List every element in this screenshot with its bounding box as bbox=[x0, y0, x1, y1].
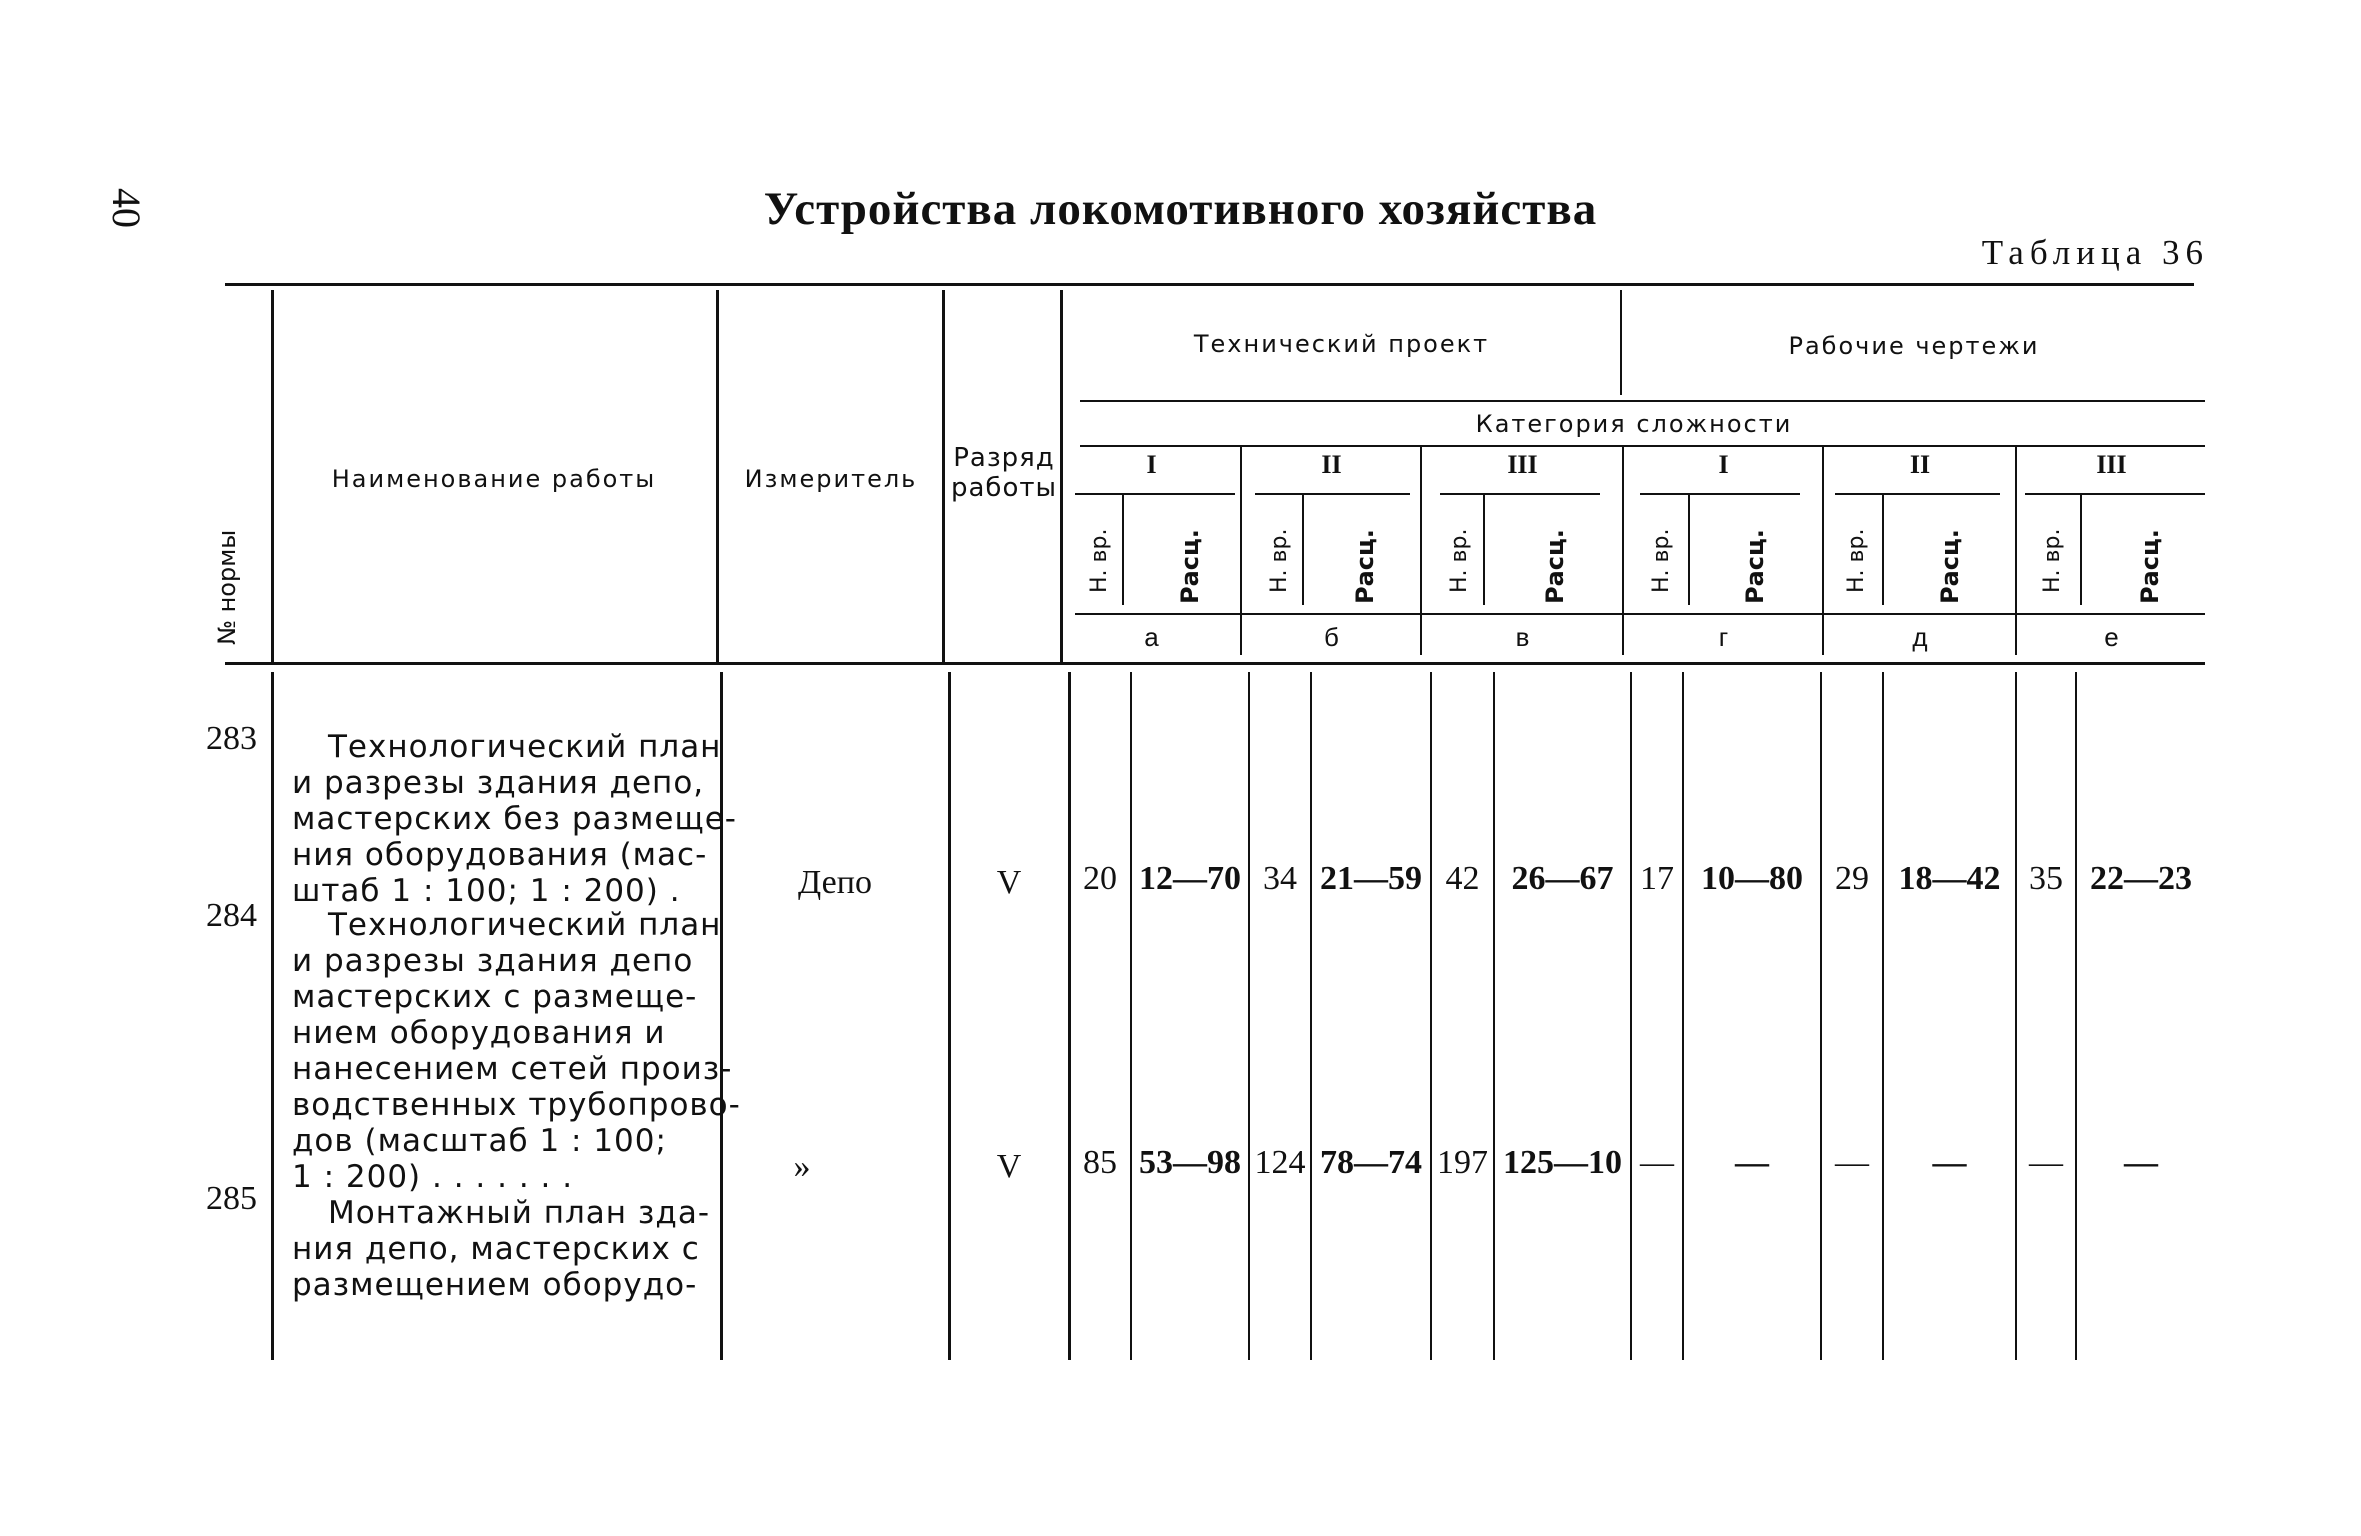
rate-cell: 21—59 bbox=[1320, 860, 1422, 897]
time-cell: 20 bbox=[1083, 860, 1117, 897]
header-time: Н. вр. bbox=[1087, 528, 1112, 593]
rate-cell: 125—10 bbox=[1503, 1144, 1622, 1181]
work-description-line: нием оборудования и bbox=[292, 1015, 666, 1051]
cat-rule-v bbox=[2015, 445, 2017, 655]
header-grade-2: работы bbox=[950, 473, 1058, 503]
header-rate: Расц. bbox=[1936, 529, 1964, 604]
complexity-top-rule bbox=[1080, 400, 2205, 402]
work-description-line: и разрезы здания депо bbox=[292, 943, 694, 979]
time-cell: — bbox=[1640, 1144, 1674, 1181]
section-rule bbox=[1620, 290, 1622, 395]
column-letter: г bbox=[1718, 622, 1729, 652]
body-col-rule bbox=[948, 672, 951, 1360]
header-bottom-rule bbox=[225, 662, 2205, 665]
sub-rule-v bbox=[2080, 495, 2082, 605]
cat-rule bbox=[1640, 493, 1800, 495]
rate-cell: 18—42 bbox=[1898, 860, 2001, 897]
cat-rule-v bbox=[1240, 445, 1242, 655]
header-working-drawings: Рабочие чертежи bbox=[1788, 332, 2040, 360]
header-work-name: Наименование работы bbox=[331, 465, 657, 493]
header-complexity: Категория сложности bbox=[1475, 410, 1793, 438]
page-number: 40 bbox=[104, 188, 149, 228]
cat-rule bbox=[2025, 493, 2205, 495]
body-col-rule bbox=[1310, 672, 1312, 1360]
column-letter: б bbox=[1324, 622, 1339, 652]
body-col-rule bbox=[1630, 672, 1632, 1360]
norm-number: 284 bbox=[206, 897, 257, 934]
time-cell: 124 bbox=[1254, 1144, 1306, 1181]
body-col-rule bbox=[1430, 672, 1432, 1360]
time-cell: 85 bbox=[1083, 1144, 1117, 1181]
letters-top-rule bbox=[1075, 613, 2205, 615]
column-letter: в bbox=[1515, 622, 1530, 652]
body-col-rule bbox=[1493, 672, 1495, 1360]
rate-cell: 22—23 bbox=[2090, 860, 2192, 897]
header-rate: Расц. bbox=[1541, 529, 1569, 604]
work-description-line: мастерских с размеще- bbox=[292, 979, 698, 1015]
column-letter: а bbox=[1144, 622, 1159, 652]
body-col-rule bbox=[2015, 672, 2017, 1360]
cat-rule-v bbox=[1822, 445, 1824, 655]
header-rate: Расц. bbox=[2136, 529, 2164, 604]
grade-cell: V bbox=[996, 1148, 1022, 1185]
time-cell: 17 bbox=[1640, 860, 1674, 897]
header-time: Н. вр. bbox=[1649, 528, 1674, 593]
unit-cell: Депо bbox=[798, 864, 872, 901]
category-4: I bbox=[1718, 450, 1729, 479]
work-description-line: Технологический план bbox=[328, 907, 722, 943]
work-description-line: штаб 1 : 100; 1 : 200) . bbox=[292, 873, 681, 909]
work-description-line: нанесением сетей произ- bbox=[292, 1051, 733, 1087]
body-col-rule bbox=[1130, 672, 1132, 1360]
time-cell: — bbox=[1835, 1144, 1869, 1181]
header-tech-project: Технический проект bbox=[1193, 330, 1490, 358]
work-description-line: Монтажный план зда- bbox=[328, 1195, 711, 1231]
rate-cell: 53—98 bbox=[1139, 1144, 1241, 1181]
category-3: III bbox=[1507, 450, 1538, 479]
cat-rule bbox=[1255, 493, 1410, 495]
body-col-rule bbox=[1682, 672, 1684, 1360]
body-col-rule bbox=[1820, 672, 1822, 1360]
rate-cell: — bbox=[2124, 1144, 2158, 1181]
unit-cell: » bbox=[793, 1148, 811, 1185]
body-col-rule bbox=[1068, 672, 1071, 1360]
work-description-line: и разрезы здания депо, bbox=[292, 765, 705, 801]
header-time: Н. вр. bbox=[1447, 528, 1472, 593]
time-cell: 34 bbox=[1263, 860, 1297, 897]
work-description-line: размещением оборудо- bbox=[292, 1267, 698, 1303]
norm-number: 283 bbox=[206, 720, 257, 757]
time-cell: 35 bbox=[2029, 860, 2063, 897]
category-1: I bbox=[1146, 450, 1157, 479]
body-col-rule bbox=[1248, 672, 1250, 1360]
cat-rule-v bbox=[1622, 445, 1624, 655]
rate-cell: 78—74 bbox=[1320, 1144, 1422, 1181]
table-caption: Таблица 36 bbox=[1981, 233, 2209, 272]
header-grade-1: Разряд bbox=[953, 443, 1055, 473]
cat-rule bbox=[1440, 493, 1600, 495]
body-col-rule bbox=[271, 672, 274, 1360]
sub-rule-v bbox=[1882, 495, 1884, 605]
body-col-rule bbox=[720, 672, 723, 1360]
header-time: Н. вр. bbox=[2040, 528, 2065, 593]
header-rate: Расц. bbox=[1741, 529, 1769, 604]
page-title: Устройства локомотивного хозяйства bbox=[763, 183, 1598, 235]
cat-rule bbox=[1075, 493, 1235, 495]
time-cell: 29 bbox=[1835, 860, 1869, 897]
header-rate: Расц. bbox=[1351, 529, 1379, 604]
time-cell: 42 bbox=[1445, 860, 1480, 897]
rate-cell: 10—80 bbox=[1701, 860, 1803, 897]
work-description-line: Технологический план bbox=[328, 729, 722, 765]
category-5: II bbox=[1909, 450, 1931, 479]
work-description-line: 1 : 200) . . . . . . . bbox=[292, 1159, 574, 1195]
work-description-line: водственных трубопрово- bbox=[292, 1087, 741, 1123]
header-time: Н. вр. bbox=[1844, 528, 1869, 593]
norm-number: 285 bbox=[206, 1180, 257, 1217]
rate-cell: 12—70 bbox=[1139, 860, 1241, 897]
sub-rule-v bbox=[1302, 495, 1304, 605]
work-description-line: мастерских без размеще- bbox=[292, 801, 737, 837]
header-time: Н. вр. bbox=[1267, 528, 1292, 593]
sub-rule-v bbox=[1483, 495, 1485, 605]
rate-cell: — bbox=[1932, 1144, 1967, 1181]
work-description-line: ния оборудования (мас- bbox=[292, 837, 708, 873]
category-6: III bbox=[2096, 450, 2127, 479]
column-letter: е bbox=[2104, 622, 2119, 652]
body-col-rule bbox=[1882, 672, 1884, 1360]
header-unit: Измеритель bbox=[744, 465, 918, 493]
body-col-rule bbox=[2075, 672, 2077, 1360]
category-2: II bbox=[1321, 450, 1342, 479]
time-cell: — bbox=[2029, 1144, 2063, 1181]
sub-rule-v bbox=[1688, 495, 1690, 605]
cat-rule-v bbox=[1420, 445, 1422, 655]
rate-cell: — bbox=[1735, 1144, 1769, 1181]
grade-cell: V bbox=[996, 864, 1022, 901]
header-norm-number: № нормы bbox=[213, 529, 241, 645]
work-description-line: дов (масштаб 1 : 100; bbox=[292, 1123, 667, 1159]
table-top-rule bbox=[225, 283, 2194, 286]
column-letter: д bbox=[1912, 622, 1928, 652]
col-rule bbox=[716, 290, 719, 662]
work-description-line: ния депо, мастерских с bbox=[292, 1231, 700, 1267]
header-rate: Расц. bbox=[1176, 529, 1204, 604]
category-top-rule bbox=[1080, 445, 2205, 447]
cat-rule bbox=[1835, 493, 2000, 495]
time-cell: 197 bbox=[1437, 1144, 1488, 1181]
rate-cell: 26—67 bbox=[1511, 860, 1614, 897]
sub-rule-v bbox=[1122, 495, 1124, 605]
